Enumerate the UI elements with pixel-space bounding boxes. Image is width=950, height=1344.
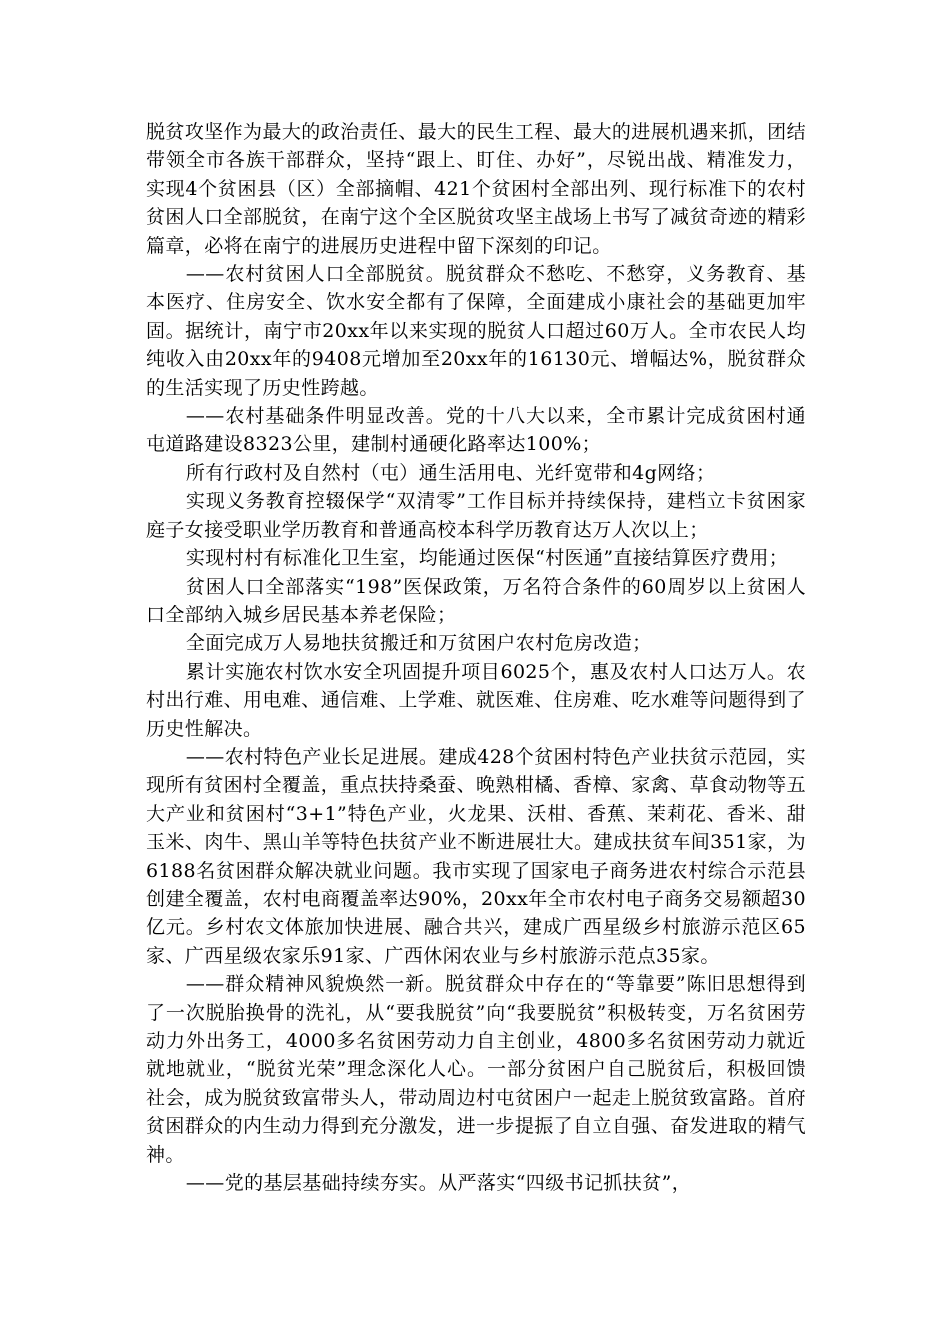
document-body	[146, 118, 806, 1197]
paragraph-5: 实现义务教育控辍保学“双清零”工作目标并持续保持，建档立卡贫困家庭子女接受职业学历教育和普通高校本科学历教育达万人次以上；	[146, 490, 806, 541]
paragraph-12: ——党的基层基础持续夯实。从严落实“四级书记抓扶贫”，	[185, 1172, 692, 1195]
paragraph-4: 所有行政村及自然村（屯）通生活用电、光纤宽带和4g网络；	[185, 461, 716, 484]
paragraph-3: ——农村基础条件明显改善。党的十八大以来，全市累计完成贫困村通屯道路建设8323公里，建制村通硬化路率达100%；	[146, 405, 806, 456]
paragraph-9: 累计实施农村饮水安全巩固提升项目6025个，惠及农村人口达万人。农村出行难、用电难、通信难、上学难、就医难、住房难、吃水难等问题得到了历史性解决。	[146, 660, 806, 740]
paragraph-2: ——农村贫困人口全部脱贫。脱贫群众不愁吃、不愁穿，义务教育、基本医疗、住房安全、饮水安全都有了保障，全面建成小康社会的基础更加牢固。据统计，南宁市20xx年以来实现的脱贫人口超过60万人。全市农民人均纯收入由20xx年的9408元增加至20xx年的16130元、增幅达%，脱贫群众的生活实现了历史性跨越。	[146, 263, 806, 399]
paragraph-8: 全面完成万人易地扶贫搬迁和万贫困户农村危房改造；	[185, 632, 652, 655]
paragraph-11: ——群众精神风貌焕然一新。脱贫群众中存在的“等靠要”陈旧思想得到了一次脱胎换骨的洗礼，从“要我脱贫”向“我要脱贫”积极转变，万名贫困劳动力外出务工，4000多名贫困劳动力自主创业，4800多名贫困劳动力就近就地就业，“脱贫光荣”理念深化人心。一部分贫困户自己脱贫后，积极回馈社会，成为脱贫致富带头人，带动周边村屯贫困户一起走上脱贫致富路。首府贫困群众的内生动力得到充分激发，进一步提振了自立自强、奋发进取的精气神。	[146, 973, 806, 1166]
paragraph-1: 脱贫攻坚作为最大的政治责任、最大的民生工程、最大的进展机遇来抓，团结带领全市各族干部群众，坚持“跟上、盯住、办好”，尽锐出战、精准发力，实现4个贫困县（区）全部摘帽、421个贫困村全部出列、现行标准下的农村贫困人口全部脱贫，在南宁这个全区脱贫攻坚主战场上书写了减贫奇迹的精彩篇章，必将在南宁的进展历史进程中留下深刻的印记。	[146, 121, 806, 257]
paragraph-6: 实现村村有标准化卫生室，均能通过医保“村医通”直接结算医疗费用；	[185, 547, 789, 570]
paragraph-7: 贫困人口全部落实“198”医保政策，万名符合条件的60周岁以上贫困人口全部纳入城乡居民基本养老保险；	[146, 575, 806, 626]
paragraph-10: ——农村特色产业长足进展。建成428个贫困村特色产业扶贫示范园，实现所有贫困村全覆盖，重点扶持桑蚕、晚熟柑橘、香樟、家禽、草食动物等五大产业和贫困村“3+1”特色产业，火龙果、沃柑、香蕉、茉莉花、香米、甜玉米、肉牛、黑山羊等特色扶贫产业不断进展壮大。建成扶贫车间351家，为6188名贫困群众解决就业问题。我市实现了国家电子商务进农村综合示范县创建全覆盖，农村电商覆盖率达90%，20xx年全市农村电子商务交易额超30亿元。乡村农文体旅加快进展、融合共兴，建成广西星级乡村旅游示范区65家、广西星级农家乐91家、广西休闲农业与乡村旅游示范点35家。	[146, 745, 806, 967]
